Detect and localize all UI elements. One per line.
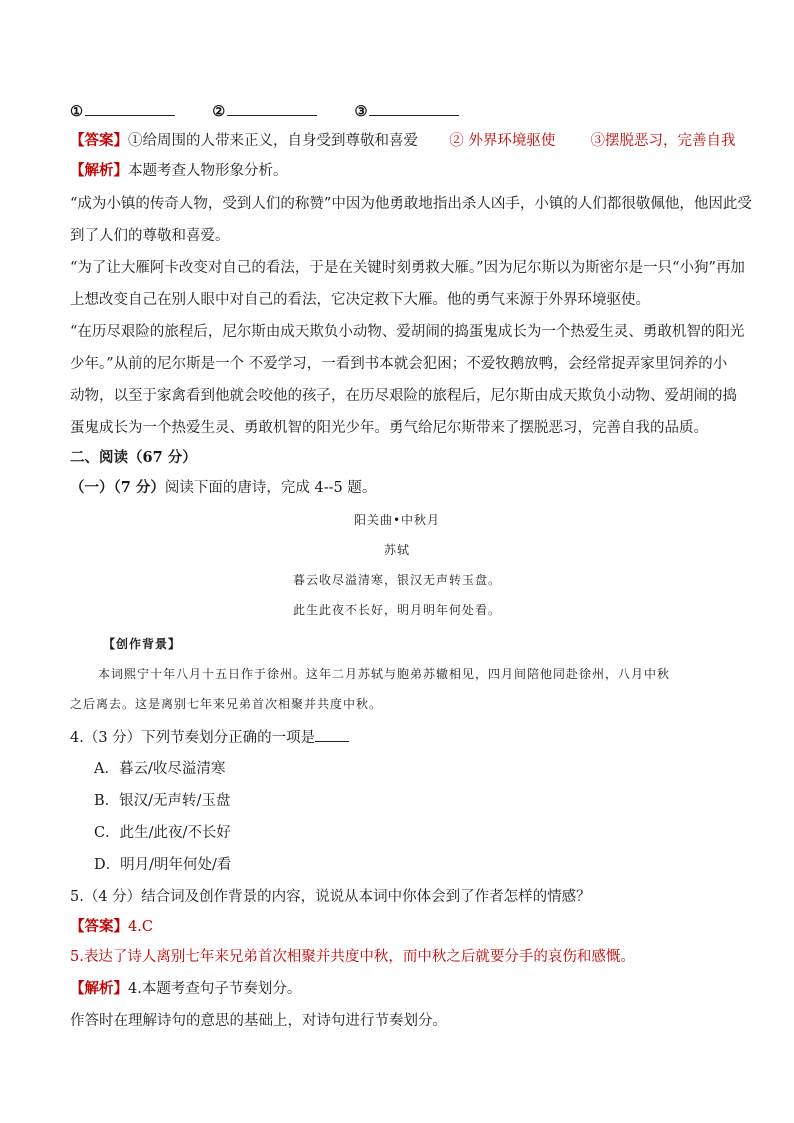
analysis-1-p2-l2: 上想改变自己在别人眼中对自己的看法，它决定救下大雁。他的勇气来源于外界环境驱使。 (70, 292, 650, 308)
background-line-1: 本词熙宁十年八月十五日作于徐州。这年二月苏轼与胞弟苏辙相见，四月间陪他同赴徐州，八月中秋 (98, 667, 671, 681)
analysis-2-line-1: 4.本题考查句子节奏划分。 (128, 981, 302, 997)
analysis-1-p2-l1: “为了让大雁阿卡改变对自己的看法，于是在关键时刻勇救大雁。”因为尼尔斯以为斯密尔是一只“小狗”再加 (70, 260, 745, 276)
background-line-2: 之后离去。这是离别七年来兄弟首次相聚并共度中秋。 (70, 697, 383, 711)
question-4-stem: 4.（3 分）下列节奏划分正确的一项是 (70, 730, 316, 746)
poem-author: 苏轼 (383, 543, 410, 557)
answer-tag: 【答案】 (70, 132, 128, 149)
blank-1-label: ① (70, 103, 83, 120)
answer-2-q4: 4.C (128, 919, 153, 935)
answer-1 (70, 131, 736, 151)
answer-2-q5: 5.表达了诗人离别七年来兄弟首次相聚并共度中秋，而中秋之后就要分手的哀伤和感慨。 (70, 949, 635, 965)
question-4-answer-blank[interactable] (315, 728, 349, 742)
analysis-1-p3-l3: 动物，以至于家禽看到他就会咬他的孩子，在历尽艰险的旅程后，尼尔斯由成天欺负小动物、爱胡闹的捣 (70, 388, 737, 404)
analysis-1-intro: 本题考查人物形象分析。 (128, 163, 288, 179)
analysis-tag: 【解析】 (70, 162, 128, 179)
answer-1-part3: ③摆脱恶习，完善自我 (590, 133, 736, 149)
blank-2-label: ② (212, 103, 226, 120)
answer-2 (70, 917, 730, 937)
poem-title: 阳关曲•中秋月 (353, 513, 441, 527)
background-title: 【创作背景】 (103, 637, 182, 651)
analysis-2-line-2: 作答时在理解诗句的意思的基础上，对诗句进行节奏划分。 (70, 1013, 447, 1029)
question-5-stem: 5.（4 分）结合词及创作背景的内容，说说从本词中你体会到了作者怎样的情感？ (70, 889, 591, 905)
blank-2[interactable] (227, 101, 317, 116)
poem-line-1: 暮云收尽溢清寒，银汉无声转玉盘。 (292, 573, 501, 587)
analysis-2-tag: 【解析】 (70, 980, 128, 997)
option-d[interactable]: D．明月/明年何处/看 (94, 857, 232, 873)
option-b[interactable]: B．银汉/无声转/玉盘 (94, 793, 231, 809)
analysis-2-head (70, 979, 730, 999)
section-2-sub-text: 阅读下面的唐诗，完成 4--5 题。 (164, 480, 377, 496)
blanks-row (70, 101, 730, 122)
section-2-sub-title: （一）（7 分） (70, 479, 165, 496)
analysis-1-p3-l2: 少年。”从前的尼尔斯是一个 不爱学习，一看到书本就会犯困；不爱牧鹅放鸭，会经常捉弄家里饲养的小 (70, 356, 728, 372)
blank-1[interactable] (85, 101, 175, 116)
analysis-1-p1-l2: 到了人们的尊敬和喜爱。 (70, 228, 230, 244)
answer-1-part2: ② 外界环境驱使 (449, 133, 556, 149)
option-c[interactable]: C．此生/此夜/不长好 (94, 825, 231, 841)
answer-1-part1: ①给周围的人带来正义，自身受到尊敬和喜爱 (128, 133, 418, 149)
question-4 (70, 728, 730, 748)
option-a[interactable]: A．暮云/收尽溢清寒 (94, 761, 226, 777)
section-2-title: 二、阅读（67 分） (70, 449, 197, 466)
analysis-1-p1-l1: “成为小镇的传奇人物，受到人们的称赞”中因为他勇敢地指出杀人凶手，小镇的人们都很敬佩他，他因此受 (70, 196, 752, 212)
blank-3-label: ③ (354, 103, 368, 120)
analysis-1-p3-l1: “在历尽艰险的旅程后，尼尔斯由成天欺负小动物、爱胡闹的捣蛋鬼成长为一个热爱生灵、勇敢机智的阳光 (70, 324, 745, 340)
section-2-sub (70, 478, 730, 498)
analysis-1-p3-l4: 蛋鬼成长为一个热爱生灵、勇敢机智的阳光少年。勇气给尼尔斯带来了摆脱恶习，完善自我的品质。 (70, 420, 708, 436)
answer-2-tag: 【答案】 (70, 918, 128, 935)
blank-3[interactable] (369, 101, 459, 116)
poem-line-2: 此生此夜不长好，明月明年何处看。 (292, 603, 501, 617)
analysis-1-head (70, 161, 730, 181)
